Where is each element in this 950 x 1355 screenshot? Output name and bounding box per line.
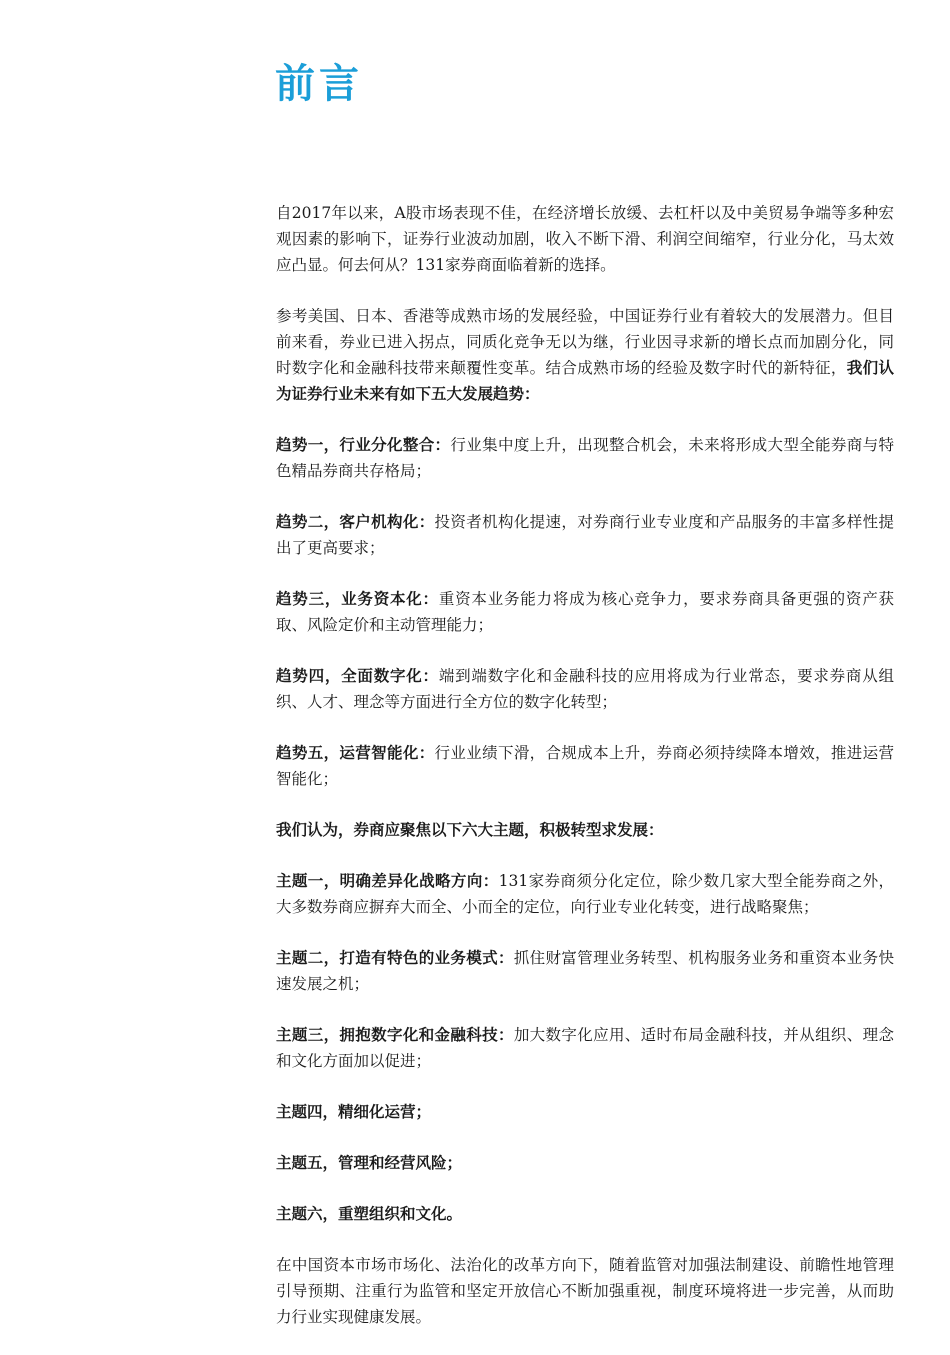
trend-label: 趋势五，运营智能化： bbox=[276, 743, 435, 762]
trend-label: 趋势二，客户机构化： bbox=[276, 512, 435, 531]
theme-label: 主题二，打造有特色的业务模式： bbox=[276, 948, 514, 967]
trend-text: 行业业绩下滑，合规成本上升，券商必须持续降本增效，推进运营智能化； bbox=[276, 744, 894, 788]
trend-label: 趋势四，全面数字化： bbox=[276, 666, 439, 685]
intro-paragraph-2-text: 参考美国、日本、香港等成熟市场的发展经验，中国证券行业有着较大的发展潜力。但目前来看，券业已进入拐点，同质化竞争无以为继，行业因寻求新的增长点而加剧分化，同时数字化和金融科技带来颠覆性变革。结合成熟市场的经验及数字时代的新特征， bbox=[276, 307, 894, 377]
theme-label: 主题五，管理和经营风险； bbox=[276, 1153, 463, 1172]
conclusion-paragraph: 在中国资本市场市场化、法治化的改革方向下，随着监管对加强法制建设、前瞻性地管理引导预期、注重行为监管和坚定开放信心不断加强重视，制度环境将进一步完善，从而助力行业实现健康发展。 bbox=[276, 1256, 894, 1326]
intro-paragraph-2 bbox=[276, 303, 894, 407]
theme-label: 主题四，精细化运营； bbox=[276, 1102, 432, 1121]
theme-text: 131家券商须分化定位，除少数几家大型全能券商之外，大多数券商应摒弃大而全、小而全的定位，向行业专业化转变，进行战略聚焦； bbox=[276, 872, 894, 916]
trend-label: 趋势一，行业分化整合： bbox=[276, 435, 451, 454]
themes-heading: 我们认为，券商应聚焦以下六大主题，积极转型求发展： bbox=[276, 820, 664, 839]
theme-item-1 bbox=[276, 868, 894, 920]
trend-item-2 bbox=[276, 509, 894, 561]
trend-item-1 bbox=[276, 432, 894, 484]
trend-item-5 bbox=[276, 740, 894, 792]
trend-text: 重资本业务能力将成为核心竞争力，要求券商具备更强的资产获取、风险定价和主动管理能力； bbox=[276, 590, 894, 634]
trend-text: 行业集中度上升，出现整合机会，未来将形成大型全能券商与特色精品券商共存格局； bbox=[276, 436, 894, 480]
trend-item-3 bbox=[276, 586, 894, 638]
page-title: 前言 bbox=[275, 60, 363, 107]
theme-label: 主题六，重塑组织和文化。 bbox=[276, 1204, 463, 1223]
body-content bbox=[276, 200, 894, 1355]
theme-item-4 bbox=[276, 1099, 894, 1125]
theme-item-2 bbox=[276, 945, 894, 997]
intro-trends-lead: 我们认为证券行业未来有如下五大发展趋势： bbox=[276, 358, 894, 403]
theme-label: 主题一，明确差异化战略方向： bbox=[276, 871, 499, 890]
intro-paragraph-1: 自2017年以来，A股市场表现不佳，在经济增长放缓、去杠杆以及中美贸易争端等多种宏观因素的影响下，证券行业波动加剧，收入不断下滑、利润空间缩窄，行业分化，马太效应凸显。何去何从？131家券商面临着新的选择。 bbox=[276, 204, 894, 274]
theme-item-6 bbox=[276, 1201, 894, 1227]
theme-label: 主题三，拥抱数字化和金融科技： bbox=[276, 1025, 514, 1044]
trend-item-4 bbox=[276, 663, 894, 715]
theme-text: 加大数字化应用、适时布局金融科技，并从组织、理念和文化方面加以促进； bbox=[276, 1026, 894, 1070]
trend-text: 端到端数字化和金融科技的应用将成为行业常态，要求券商从组织、人才、理念等方面进行全方位的数字化转型； bbox=[276, 667, 894, 711]
theme-item-3 bbox=[276, 1022, 894, 1074]
theme-item-5 bbox=[276, 1150, 894, 1176]
trend-text: 投资者机构化提速，对券商行业专业度和产品服务的丰富多样性提出了更高要求； bbox=[276, 513, 894, 557]
trend-label: 趋势三，业务资本化： bbox=[276, 589, 439, 608]
theme-text: 抓住财富管理业务转型、机构服务业务和重资本业务快速发展之机； bbox=[276, 949, 894, 993]
